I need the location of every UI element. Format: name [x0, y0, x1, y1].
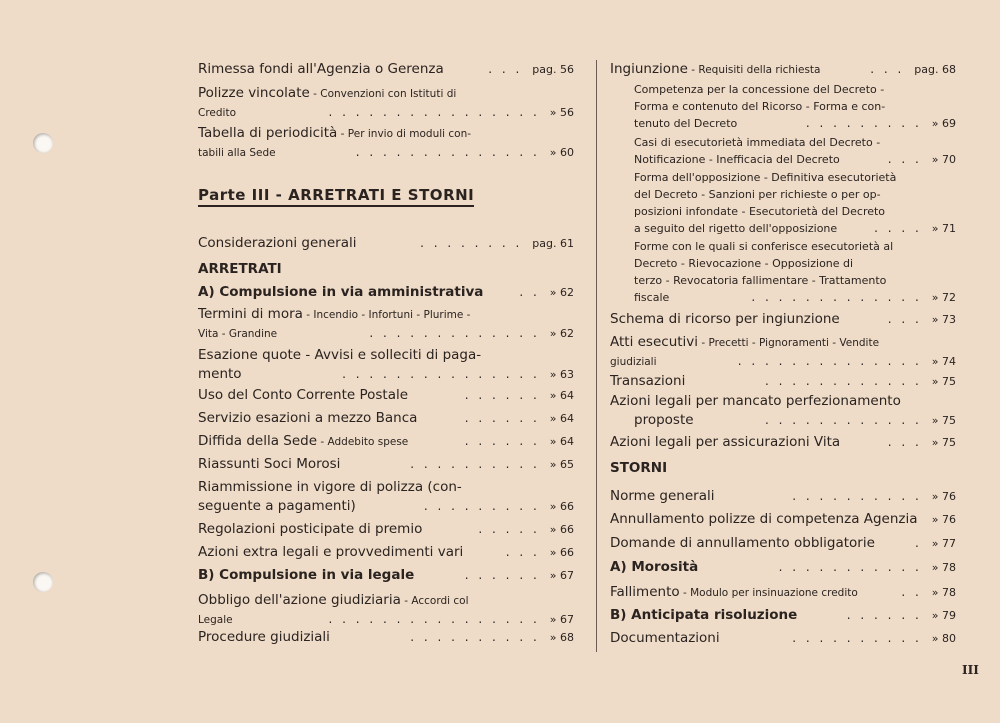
toc-line: [610, 310, 956, 329]
entry-main-text: Riassunti Soci Morosi: [198, 456, 341, 472]
dot-leader: . . .: [887, 312, 922, 326]
entry-title: [610, 583, 858, 603]
toc-line: [610, 115, 956, 132]
entry-title: [610, 310, 840, 329]
entry-main-text: Annullamento polizze di competenza Agenzia: [610, 511, 918, 527]
toc-line: [198, 478, 574, 497]
toc-line: [610, 272, 956, 289]
page-ref: » 64: [549, 412, 574, 425]
entry-title: [198, 386, 408, 405]
page-ref: » 68: [549, 631, 574, 644]
page-ref: » 69: [931, 117, 956, 130]
entry-main-text: Azioni legali per assicurazioni Vita: [610, 434, 841, 450]
page-ref: » 75: [931, 375, 956, 388]
toc-line: [198, 455, 574, 474]
entry-title: [198, 455, 340, 474]
toc-line: [198, 610, 574, 629]
page-ref: » 67: [549, 569, 574, 582]
page-ref: » 73: [931, 313, 956, 326]
entry-title: [198, 591, 469, 611]
toc-line: [610, 220, 956, 237]
entry-main-text: Documentazioni: [610, 630, 720, 646]
entry-main-text: Atti esecutivi: [610, 334, 699, 350]
entry-title: [610, 352, 657, 372]
toc-line: [610, 534, 956, 553]
toc-line: [198, 124, 574, 143]
entry-sub-text: Competenza per la concessione del Decreto -: [634, 83, 885, 96]
dot-leader: . . . .: [874, 221, 922, 235]
toc-line: [198, 591, 574, 610]
toc-line: [198, 386, 574, 405]
page-ref: » 66: [549, 500, 574, 513]
dot-leader: . . . . . . . . . .: [410, 457, 540, 471]
page-ref: » 76: [931, 490, 956, 503]
toc-line: [610, 433, 956, 452]
entry-sub-text: Vita - Grandine: [198, 328, 278, 340]
entry-sub-text: tabili alla Sede: [198, 147, 276, 159]
dot-leader: . . . . . . . . .: [805, 116, 922, 130]
dot-leader: . . . . . . . . . . . . .: [369, 326, 540, 340]
entry-sub-text: Casi di esecutorietà immediata del Decreto -: [634, 136, 881, 149]
toc-line: [610, 203, 956, 220]
toc-line: [610, 238, 956, 255]
column-divider: [596, 60, 597, 652]
dot-leader: . . . . . . . . .: [423, 499, 540, 513]
toc-line: [198, 520, 574, 539]
toc-line: [610, 169, 956, 186]
page-ref: » 75: [931, 414, 956, 427]
entry-main-text: Uso del Conto Corrente Postale: [198, 387, 409, 403]
entry-main-text: Servizio esazioni a mezzo Banca: [198, 410, 418, 426]
toc-line: [610, 289, 956, 306]
entry-sub-text: Forma e contenuto del Ricorso - Forma e con-: [634, 100, 886, 113]
dot-leader: . . . . . . . . . .: [792, 631, 922, 645]
dot-leader: . . .: [887, 152, 922, 166]
entry-main-text: seguente a pagamenti): [198, 498, 356, 514]
entry-sub-text: - Accordi col: [400, 595, 469, 607]
toc-line: [610, 510, 956, 529]
dot-leader: . . . . .: [478, 522, 540, 536]
entry-title: [198, 543, 463, 562]
page-ref: » 70: [931, 153, 956, 166]
page-ref: » 79: [931, 609, 956, 622]
dot-leader: . . . . . . . . . . . . . . . .: [328, 612, 540, 626]
toc-line: [198, 143, 574, 162]
dot-leader: . . . . . .: [464, 388, 540, 402]
entry-main-text: Norme generali: [610, 488, 715, 504]
page-ref: » 66: [549, 523, 574, 536]
dot-leader: . . . . . . . . . . . .: [765, 413, 922, 427]
entry-sub-text: Decreto - Rievocazione - Opposizione di: [634, 257, 854, 270]
page-ref: pag. 56: [532, 63, 574, 76]
entry-title: [198, 478, 462, 497]
toc-line: [198, 283, 574, 302]
entry-main-text: B) Compulsione in via legale: [198, 567, 415, 583]
entry-sub-text: Forme con le quali si conferisce esecutorietà al: [634, 240, 894, 253]
page-ref: » 74: [931, 355, 956, 368]
toc-line: [610, 558, 956, 577]
page-ref: » 62: [549, 286, 574, 299]
dot-leader: . . . . . . . .: [420, 236, 523, 250]
entry-main-text: Domande di annullamento obbligatorie: [610, 535, 875, 551]
entry-main-text: Transazioni: [610, 373, 686, 389]
entry-main-text: Tabella di periodicità: [198, 125, 338, 141]
toc-line: [198, 409, 574, 428]
entry-title: [198, 409, 417, 428]
toc-line: [198, 628, 574, 647]
dot-leader: . .: [519, 285, 540, 299]
page-ref: » 71: [931, 222, 956, 235]
entry-title: [610, 487, 714, 506]
entry-sub-text: fiscale: [634, 291, 670, 304]
toc-line: [198, 324, 574, 343]
entry-title: [198, 305, 470, 325]
page-ref: » 64: [549, 435, 574, 448]
dot-leader: .: [914, 536, 922, 550]
toc-line: [610, 60, 956, 79]
entry-sub-text: posizioni infondate - Esecutorietà del Decreto: [634, 205, 886, 218]
entry-main-text: Rimessa fondi all'Agenzia o Gerenza: [198, 61, 444, 77]
entry-main-text: A) Compulsione in via amministrativa: [198, 284, 484, 300]
entry-main-text: Riammissione in vigore di polizza (con-: [198, 479, 462, 495]
toc-line: [610, 629, 956, 648]
entry-main-text: Azioni legali per mancato perfezionamento: [610, 393, 901, 409]
toc-line: [610, 255, 956, 272]
page-ref: » 72: [931, 291, 956, 304]
toc-line: [610, 186, 956, 203]
entry-title: [634, 411, 694, 430]
entry-title: [198, 432, 408, 452]
toc-line: [198, 432, 574, 451]
page-ref: » 75: [931, 436, 956, 449]
entry-main-text: Fallimento: [610, 584, 680, 600]
toc-line: [610, 352, 956, 371]
page-ref: » 63: [549, 368, 574, 381]
dot-leader: . . .: [887, 435, 922, 449]
dot-leader: . . . . . . . . . .: [792, 489, 922, 503]
entry-main-text: Esazione quote - Avvisi e solleciti di paga-: [198, 347, 482, 363]
entry-sub-text: Notificazione - Inefficacia del Decreto: [634, 153, 840, 166]
entry-sub-text: - Incendio - Infortuni - Plurime -: [302, 309, 471, 321]
page-ref: » 65: [549, 458, 574, 471]
entry-title: [610, 510, 918, 529]
page-ref: » 67: [549, 613, 574, 626]
dot-leader: . . . . . . . . . . . .: [765, 374, 922, 388]
entry-title: [198, 566, 414, 585]
entry-title: [198, 143, 276, 163]
section-heading-storni: STORNI: [610, 460, 668, 476]
dot-leader: . .: [901, 585, 922, 599]
toc-line: [198, 305, 574, 324]
entry-main-text: B) Anticipata risoluzione: [610, 607, 798, 623]
entry-main-text: Regolazioni posticipate di premio: [198, 521, 423, 537]
dot-leader: . . . . . . . . . . . . . . .: [342, 367, 540, 381]
entry-title: [610, 433, 840, 452]
page-ref: » 78: [931, 561, 956, 574]
entry-main-text: Obbligo dell'azione giudiziaria: [198, 592, 401, 608]
entry-title: [198, 234, 356, 253]
entry-title: [198, 84, 456, 104]
page-ref: » 80: [931, 632, 956, 645]
entry-sub-text: del Decreto - Sanzioni per richieste o per op-: [634, 188, 881, 201]
part-title: Parte III - ARRETRATI E STORNI: [198, 186, 474, 207]
entry-main-text: Diffida della Sede: [198, 433, 318, 449]
toc-line: [610, 487, 956, 506]
dot-leader: . . . . . .: [464, 568, 540, 582]
entry-sub-text: - Requisiti della richiesta: [687, 64, 821, 76]
toc-line: [198, 60, 574, 79]
entry-title: [198, 283, 483, 302]
page-number: III: [962, 663, 979, 677]
entry-sub-text: Forma dell'opposizione - Definitiva esecutorietà: [634, 171, 897, 184]
entry-title: [198, 520, 422, 539]
page-ref: » 66: [549, 546, 574, 559]
dot-leader: . . . . . . . . . . . . . .: [355, 145, 540, 159]
page-ref: » 77: [931, 537, 956, 550]
entry-title: [198, 365, 242, 384]
entry-sub-text: - Per invio di moduli con-: [337, 128, 472, 140]
binder-hole-bottom: [33, 572, 53, 592]
page-ref: pag. 68: [914, 63, 956, 76]
entry-title: [198, 610, 233, 630]
entry-sub-text: Legale: [198, 614, 233, 626]
dot-leader: . . .: [488, 62, 523, 76]
entry-sub-text: - Precetti - Pignoramenti - Vendite: [698, 337, 880, 349]
entry-sub-text: a seguito del rigetto dell'opposizione: [634, 222, 838, 235]
page-ref: pag. 61: [532, 237, 574, 250]
entry-title: [198, 103, 236, 123]
toc-line: [610, 392, 956, 411]
dot-leader: . . . . . . . . . . . . . . . .: [328, 105, 540, 119]
entry-sub-text: - Convenzioni con Istituti di: [309, 88, 457, 100]
entry-main-text: A) Morosità: [610, 559, 699, 575]
entry-title: [198, 497, 356, 516]
entry-title: [610, 392, 901, 411]
dot-leader: . . . . . .: [846, 608, 922, 622]
entry-title: [610, 372, 685, 391]
entry-main-text: Azioni extra legali e provvedimenti vari: [198, 544, 464, 560]
binder-hole-top: [33, 133, 53, 153]
dot-leader: . . .: [505, 545, 540, 559]
page-ref: » 76: [931, 513, 956, 526]
entry-main-text: Procedure giudiziali: [198, 629, 330, 645]
dot-leader: . . . . . . . . . .: [410, 630, 540, 644]
entry-title: [610, 60, 820, 80]
toc-line: [198, 346, 574, 365]
entry-main-text: Considerazioni generali: [198, 235, 357, 251]
entry-sub-text: terzo - Revocatoria fallimentare - Trattamento: [634, 274, 887, 287]
entry-sub-text: - Modulo per insinuazione credito: [679, 587, 858, 599]
entry-title: [198, 60, 444, 79]
toc-line: [198, 365, 574, 384]
page-ref: » 60: [549, 146, 574, 159]
toc-line: [198, 103, 574, 122]
page-ref: » 78: [931, 586, 956, 599]
section-heading-arretrati: ARRETRATI: [198, 261, 282, 277]
entry-sub-text: tenuto del Decreto: [634, 117, 738, 130]
entry-title: [610, 629, 720, 648]
toc-line: [198, 566, 574, 585]
toc-line: [610, 583, 956, 602]
entry-title: [198, 124, 471, 144]
entry-main-text: mento: [198, 366, 242, 382]
entry-main-text: Schema di ricorso per ingiunzione: [610, 311, 840, 327]
toc-line: [610, 151, 956, 168]
dot-leader: . . .: [870, 62, 905, 76]
toc-line: [198, 84, 574, 103]
toc-line: [610, 81, 956, 98]
page-ref: » 62: [549, 327, 574, 340]
toc-line: [198, 497, 574, 516]
entry-sub-text: Credito: [198, 107, 237, 119]
toc-line: [198, 543, 574, 562]
toc-line: [610, 98, 956, 115]
page-ref: » 64: [549, 389, 574, 402]
toc-line: [610, 606, 956, 625]
dot-leader: . . . . . . . . . . .: [778, 560, 922, 574]
dot-leader: . . . . . .: [464, 411, 540, 425]
dot-leader: . . . . . . . . . . . . .: [751, 290, 922, 304]
entry-title: [198, 324, 277, 344]
entry-sub-text: - Addebito spese: [317, 436, 409, 448]
page-ref: » 56: [549, 106, 574, 119]
entry-title: [610, 606, 797, 625]
toc-line: [610, 372, 956, 391]
toc-line: [198, 234, 574, 253]
toc-line: [610, 134, 956, 151]
entry-sub-text: giudiziali: [610, 356, 657, 368]
entry-main-text: Termini di mora: [198, 306, 303, 322]
entry-title: [610, 333, 879, 353]
dot-leader: . . . . . .: [464, 434, 540, 448]
entry-title: [198, 628, 330, 647]
entry-title: [610, 558, 698, 577]
entry-title: [610, 534, 875, 553]
entry-main-text: Polizze vincolate: [198, 85, 310, 101]
entry-title: [198, 346, 481, 365]
entry-main-text: Ingiunzione: [610, 61, 688, 77]
entry-main-text: proposte: [634, 412, 694, 428]
toc-line: [610, 333, 956, 352]
toc-line: [610, 411, 956, 430]
dot-leader: . . . . . . . . . . . . . .: [737, 354, 922, 368]
